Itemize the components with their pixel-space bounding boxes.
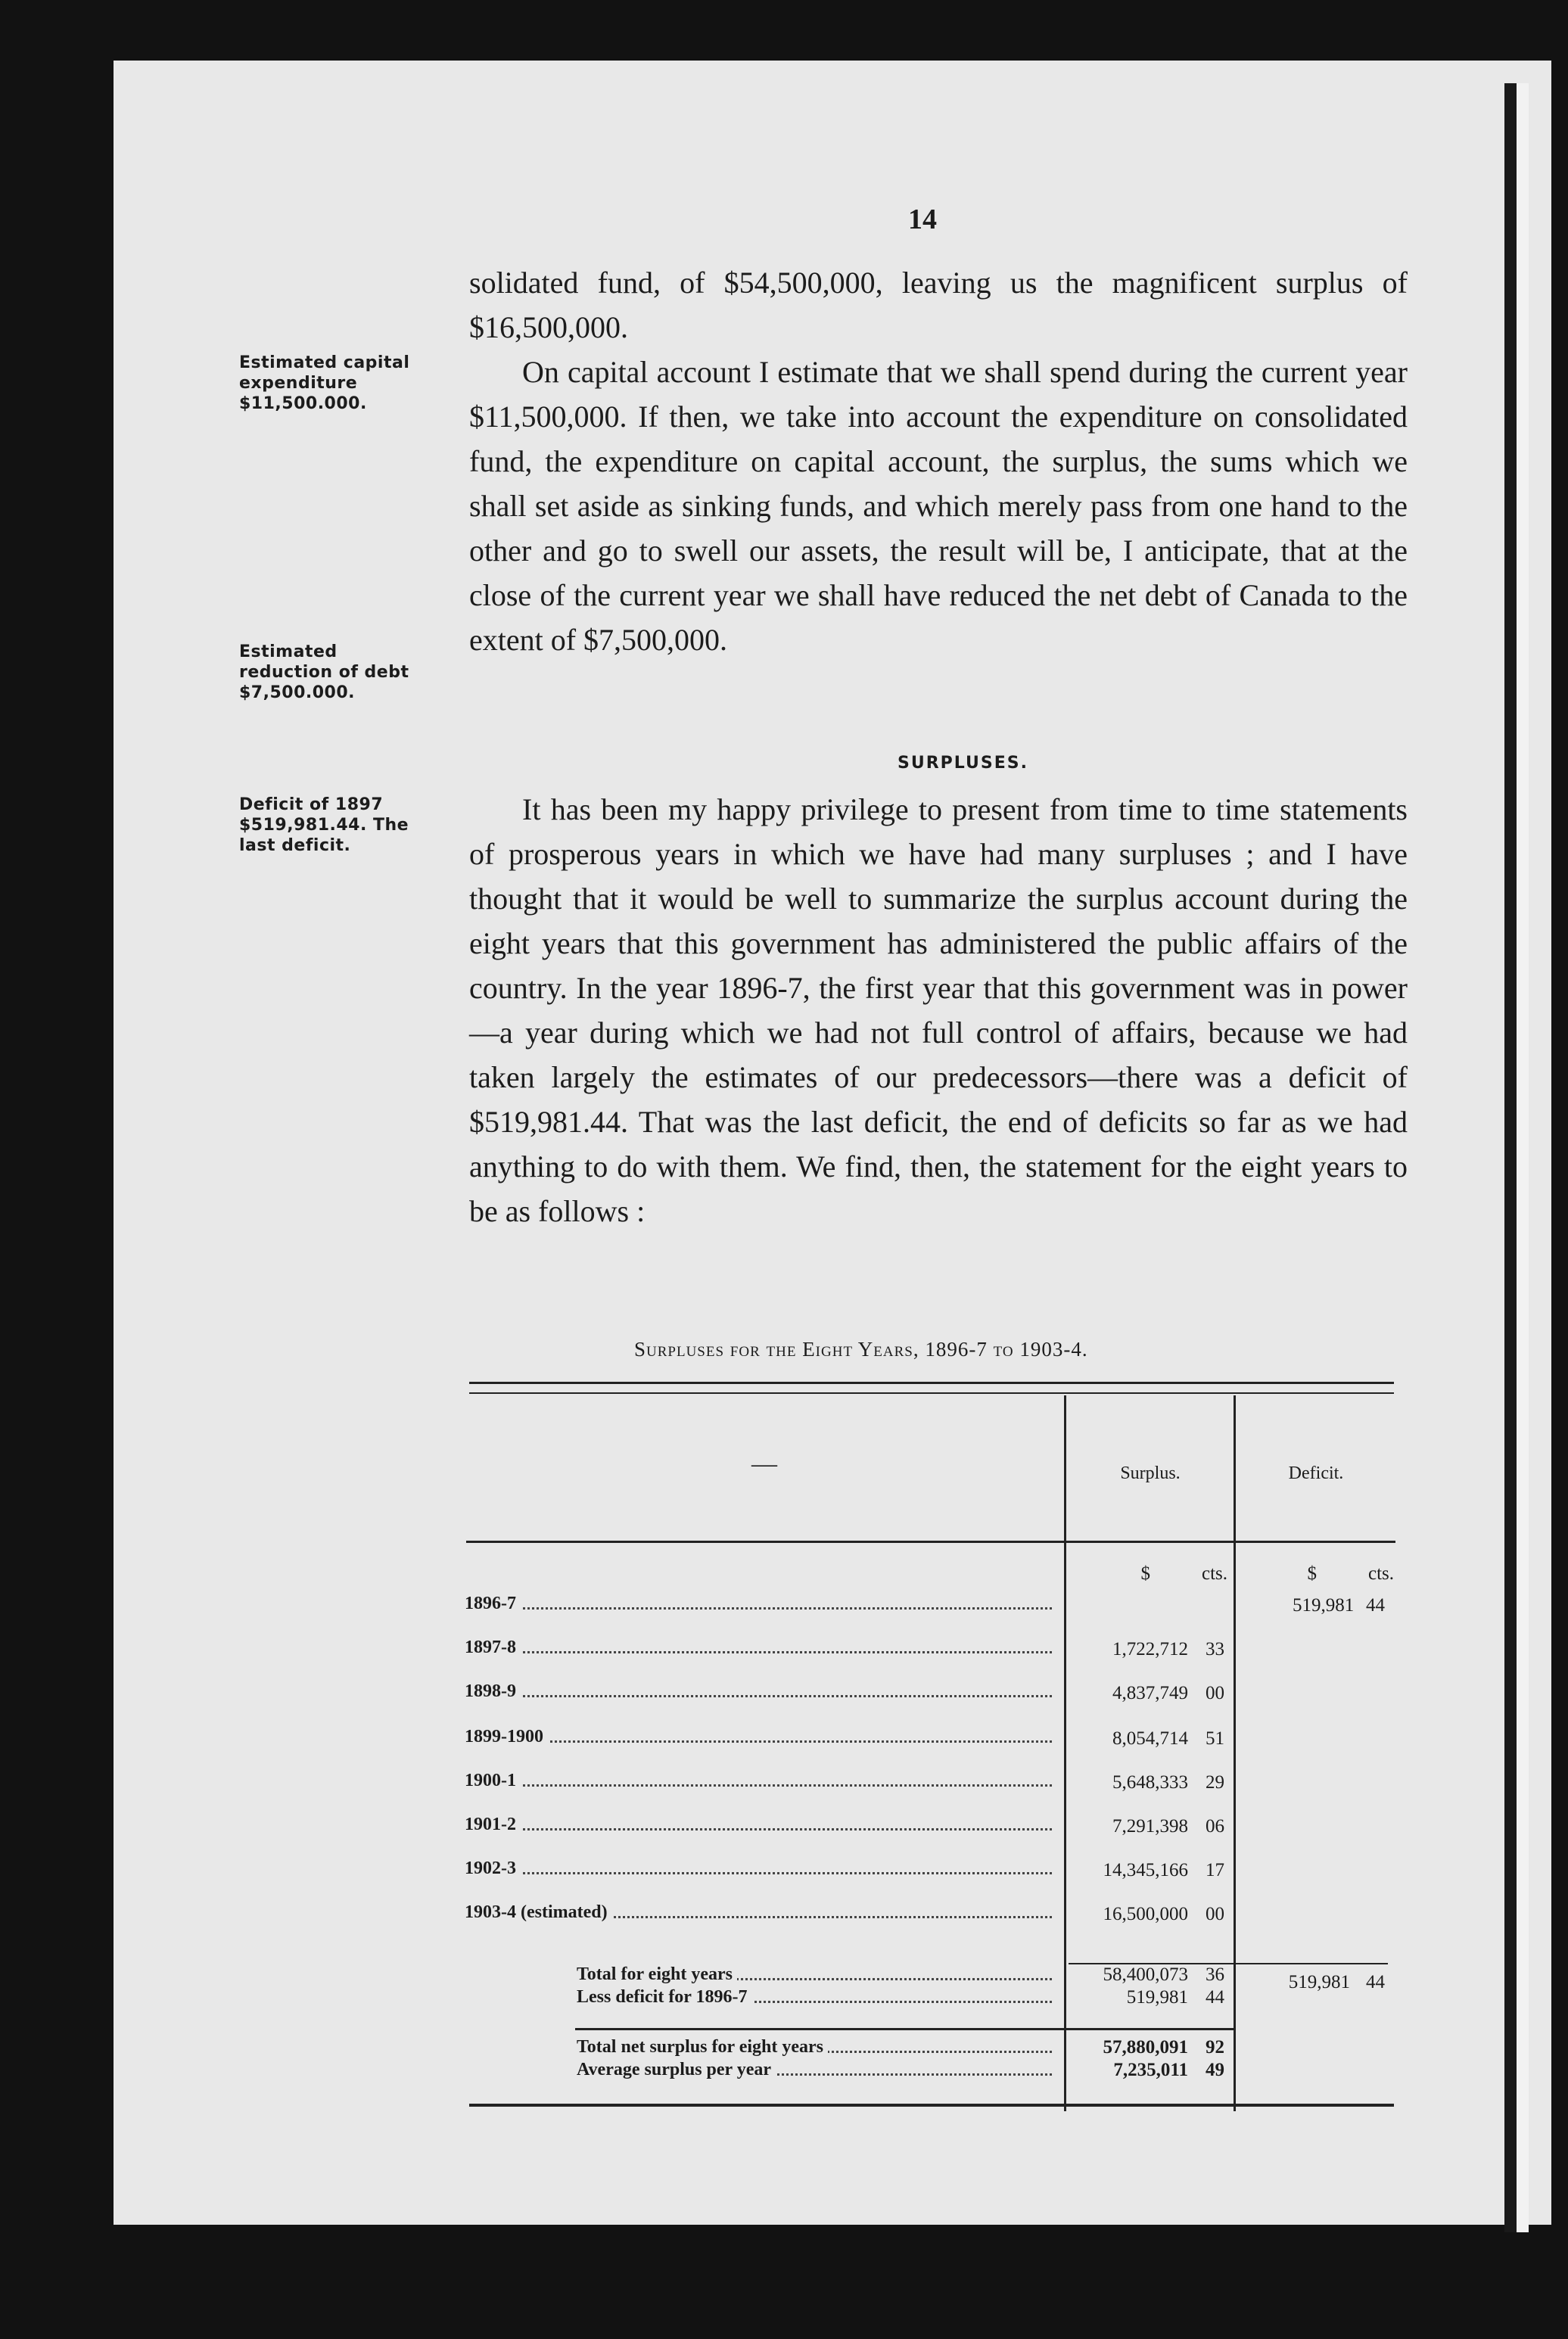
surplus-column-header: Surplus. bbox=[1120, 1463, 1181, 1483]
net-total-rule bbox=[575, 2028, 1234, 2030]
deficit-column-header: Deficit. bbox=[1288, 1463, 1344, 1483]
surplus-column-left-rule bbox=[1064, 1395, 1066, 2111]
table-row-label: 1902-3 bbox=[465, 1858, 1052, 1879]
surplus-dollars: 1,722,712 bbox=[1112, 1639, 1188, 1659]
deficit-dollars: 519,981 bbox=[1293, 1595, 1355, 1616]
paragraph-surpluses: It has been my happy privilege to present from time to time statements of prosperous years in which we have had many surpluses ; and I have thought that it would be well to summarize the surplus account during the eight years that this government has administered the public affairs of the country. In the year 1896-7, the first year that this government was in power—a year during which we had not full control of affairs, because we had taken largely the estimates of our predecessors—there was a deficit of $519,981.44. That was the last deficit, the end of deficits so far as we had anything to do with them. We find, then, the statement for the eight years to be as follows : bbox=[469, 792, 1408, 1228]
margin-note-last-deficit: Deficit of 1897 $519,981.44. The last deficit. bbox=[239, 795, 409, 855]
total-deficit-cents: 44 bbox=[1366, 1972, 1385, 1992]
table-row-label: 1897-8 bbox=[465, 1638, 1052, 1658]
page-number: 14 bbox=[908, 204, 937, 235]
surplus-dollars: 7,291,398 bbox=[1112, 1816, 1188, 1837]
total-row-label: Less deficit for 1896-7 bbox=[577, 1987, 1052, 2008]
surplus-dollars: 8,054,714 bbox=[1112, 1728, 1188, 1749]
surplus-dollars: 16,500,000 bbox=[1103, 1904, 1188, 1924]
surplus-cents-unit: cts. bbox=[1201, 1563, 1227, 1584]
table-row-label: 1896-7 bbox=[465, 1594, 1052, 1614]
average-surplus-cents: 49 bbox=[1206, 2060, 1224, 2080]
body-text-top bbox=[469, 260, 1408, 662]
total-surplus-cents: 36 bbox=[1206, 1964, 1224, 1985]
label-column-header: — bbox=[751, 1450, 777, 1478]
table-row-label: 1903-4 (estimated) bbox=[465, 1902, 1052, 1923]
deficit-dollar-unit: $ bbox=[1307, 1563, 1317, 1584]
less-deficit-cents: 44 bbox=[1206, 1987, 1224, 2008]
surplus-dollars: 14,345,166 bbox=[1103, 1860, 1188, 1880]
margin-note-debt-reduction: Estimated reduction of debt $7,500.000. bbox=[239, 642, 409, 702]
total-row-label: Average surplus per year bbox=[577, 2060, 1052, 2080]
section-heading: SURPLUSES. bbox=[898, 754, 1028, 773]
table-row-label: 1899-1900 bbox=[465, 1727, 1052, 1747]
surplus-cents: 17 bbox=[1206, 1860, 1224, 1880]
deficit-cents-unit: cts. bbox=[1367, 1563, 1394, 1584]
deficit-cents: 44 bbox=[1366, 1595, 1385, 1616]
surplus-cents: 33 bbox=[1206, 1639, 1224, 1659]
less-deficit-dollars: 519,981 bbox=[1126, 1987, 1188, 2008]
page-gutter-shadow bbox=[1504, 83, 1517, 2232]
table-top-rule-secondary bbox=[469, 1392, 1394, 1394]
table-bottom-rule bbox=[469, 2104, 1394, 2107]
surplus-dollars: 4,837,749 bbox=[1112, 1683, 1188, 1703]
total-surplus-dollars: 58,400,073 bbox=[1103, 1964, 1188, 1985]
surplus-cents: 00 bbox=[1206, 1904, 1224, 1924]
body-text-surpluses bbox=[469, 787, 1408, 1233]
surplus-cents: 51 bbox=[1206, 1728, 1224, 1749]
average-surplus-dollars: 7,235,011 bbox=[1113, 2060, 1188, 2080]
margin-note-capital-expenditure: Estimated capital expenditure $11,500.000. bbox=[239, 353, 410, 413]
table-caption: Surpluses for the Eight Years, 1896-7 to 1903-4. bbox=[634, 1338, 1088, 1361]
table-row-label: 1898-9 bbox=[465, 1681, 1052, 1702]
total-row-label: Total for eight years bbox=[577, 1964, 1052, 1985]
surplus-cents: 29 bbox=[1206, 1772, 1224, 1793]
table-top-rule bbox=[469, 1382, 1394, 1384]
surplus-cents: 06 bbox=[1206, 1816, 1224, 1837]
paragraph-capital-account: On capital account I estimate that we shall spend during the current year $11,500,000. If then, we take into account the expenditure on consolidated fund, the expenditure on capital account, the surplus, the sums which we shall set aside as sinking funds, and which merely pass from one hand to the other and go to swell our assets, the result will be, I anticipate, that at the close of the current year we shall have reduced the net debt of Canada to the extent of $7,500,000. bbox=[469, 355, 1408, 657]
surplus-cents: 00 bbox=[1206, 1683, 1224, 1703]
paragraph-continuation: solidated fund, of $54,500,000, leaving us the magnificent surplus of $16,500,000. bbox=[469, 266, 1408, 344]
surplus-dollar-unit: $ bbox=[1140, 1563, 1150, 1584]
total-row-label: Total net surplus for eight years bbox=[577, 2037, 1052, 2058]
next-page-edge bbox=[1517, 83, 1529, 2232]
table-row-label: 1900-1 bbox=[465, 1771, 1052, 1791]
surplus-dollars: 5,648,333 bbox=[1112, 1772, 1188, 1793]
total-deficit-dollars: 519,981 bbox=[1288, 1972, 1350, 1992]
net-surplus-dollars: 57,880,091 bbox=[1103, 2037, 1188, 2058]
net-surplus-cents: 92 bbox=[1206, 2037, 1224, 2058]
table-row-label: 1901-2 bbox=[465, 1815, 1052, 1835]
table-header-rule bbox=[466, 1541, 1395, 1543]
surplus-column-right-rule bbox=[1234, 1395, 1236, 2111]
